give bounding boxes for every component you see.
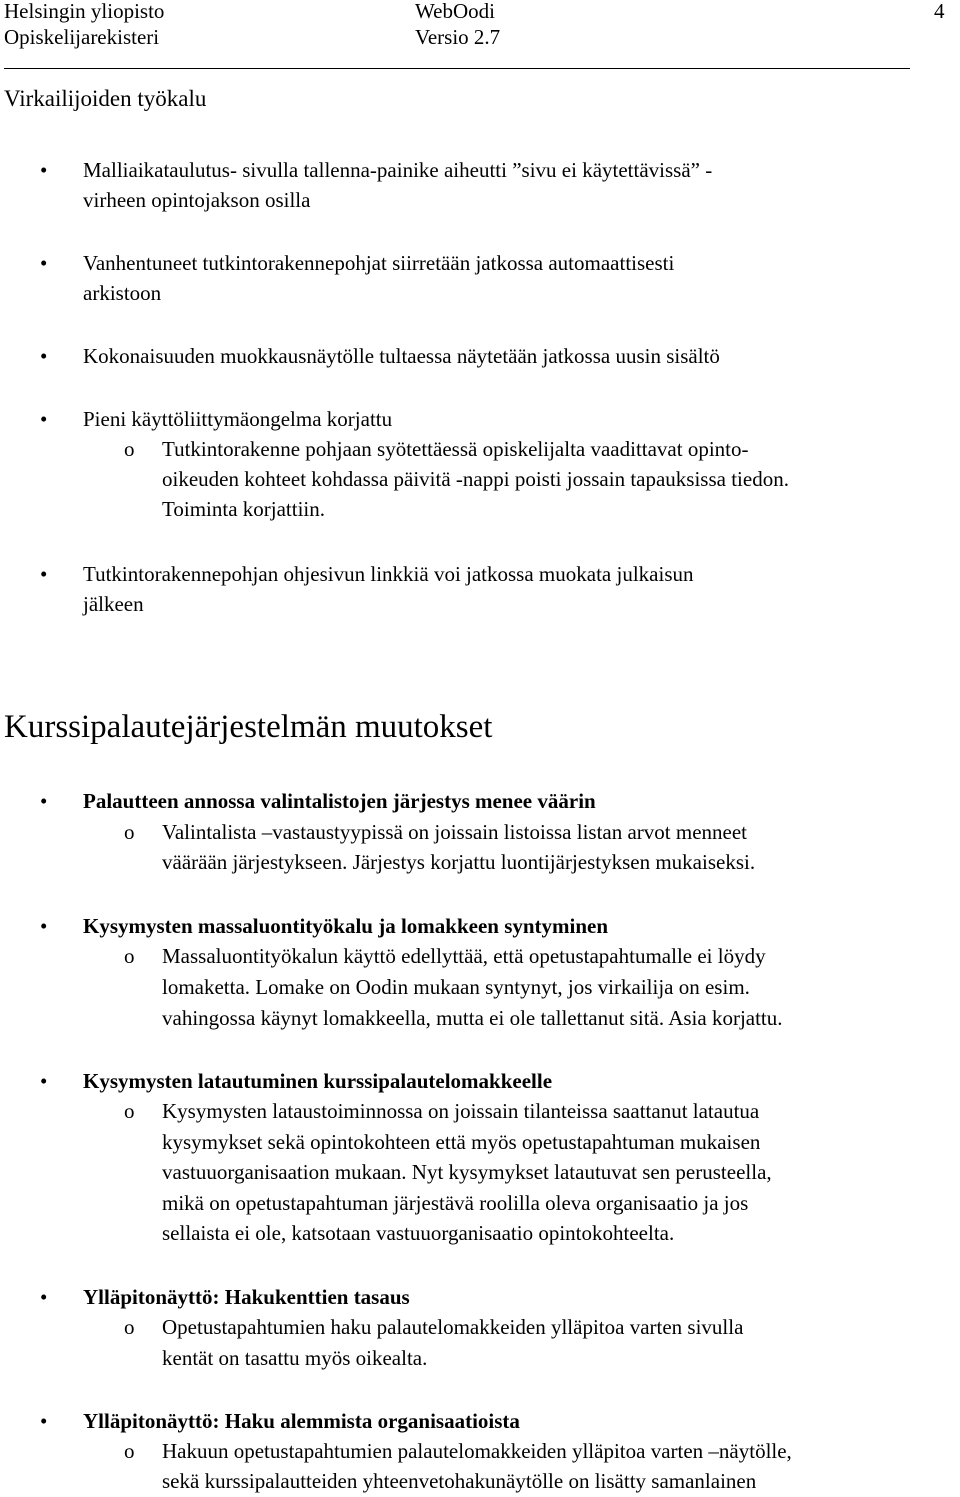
list-item-line: Pieni käyttöliittymäongelma korjattu xyxy=(83,407,393,431)
header-university: Helsingin yliopisto xyxy=(4,0,165,23)
bullet-icon: • xyxy=(40,1409,48,1433)
sub-bullet-icon: o xyxy=(124,1099,135,1123)
bullet-icon: • xyxy=(40,914,48,938)
sub-item-line: vastuuorganisaation mukaan. Nyt kysymykset latautuvat sen perusteella, xyxy=(162,1160,772,1184)
sub-item-line: lomaketta. Lomake on Oodin mukaan syntynyt, jos virkailija on esim. xyxy=(162,975,750,999)
sub-bullet-icon: o xyxy=(124,944,135,968)
sub-item-line: mikä on opetustapahtuman järjestävä roolilla oleva organisaatio ja jos xyxy=(162,1191,749,1215)
bullet-icon: • xyxy=(40,789,48,813)
sub-item-line: kysymykset sekä opintokohteen että myös opetustapahtuman mukaisen xyxy=(162,1130,761,1154)
list-item-line: virheen opintojakson osilla xyxy=(83,188,311,212)
bullet-icon: • xyxy=(40,158,48,182)
header-page-number: 4 xyxy=(934,0,945,23)
section-title-virkailijoiden: Virkailijoiden työkalu xyxy=(4,86,207,111)
header-register: Opiskelijarekisteri xyxy=(4,25,160,49)
list-item-title: Ylläpitonäyttö: Hakukenttien tasaus xyxy=(83,1285,410,1309)
sub-bullet-icon: o xyxy=(124,1315,135,1339)
list-item-title: Ylläpitonäyttö: Haku alemmista organisaatioista xyxy=(83,1409,520,1433)
sub-item-line: Valintalista –vastaustyypissä on joissain listoissa listan arvot menneet xyxy=(162,820,748,844)
bullet-icon: • xyxy=(40,251,48,275)
sub-item-line: Tutkintorakenne pohjaan syötettäessä opiskelijalta vaadittavat opinto- xyxy=(162,437,749,461)
list-item-line: arkistoon xyxy=(83,281,162,305)
list-item-line: Vanhentuneet tutkintorakennepohjat siirretään jatkossa automaattisesti xyxy=(83,251,675,275)
header-version: Versio 2.7 xyxy=(415,25,501,49)
list-item-title: Kysymysten massaluontityökalu ja lomakkeen syntyminen xyxy=(83,914,609,938)
sub-item-line: oikeuden kohteet kohdassa päivitä -nappi poisti jossain tapauksissa tiedon. xyxy=(162,467,789,491)
sub-item-line: kentät on tasattu myös oikealta. xyxy=(162,1346,428,1370)
sub-item-line: väärään järjestykseen. Järjestys korjattu luontijärjestyksen mukaiseksi. xyxy=(162,850,756,874)
bullet-icon: • xyxy=(40,344,48,368)
bullet-icon: • xyxy=(40,1069,48,1093)
sub-item-line: Massaluontityökalun käyttö edellyttää, että opetustapahtumalle ei löydy xyxy=(162,944,766,968)
header-system: WebOodi xyxy=(415,0,495,23)
bullet-icon: • xyxy=(40,1285,48,1309)
sub-item-line: Hakuun opetustapahtumien palautelomakkeiden ylläpitoa varten –näytölle, xyxy=(162,1439,792,1463)
sub-item-line: sekä kurssipalautteiden yhteenvetohakunäytölle on lisätty samanlainen xyxy=(162,1469,757,1493)
bullet-icon: • xyxy=(40,562,48,586)
section-title-kurssipalaute: Kurssipalautejärjestelmän muutokset xyxy=(4,709,493,745)
list-item-line: jälkeen xyxy=(83,592,144,616)
sub-item-line: Kysymysten lataustoiminnossa on joissain tilanteissa saattanut latautua xyxy=(162,1099,760,1123)
list-item-title: Palautteen annossa valintalistojen järjestys menee väärin xyxy=(83,789,596,813)
sub-item-line: sellaista ei ole, katsotaan vastuuorganisaatio opintokohteelta. xyxy=(162,1221,675,1245)
sub-bullet-icon: o xyxy=(124,1439,135,1463)
sub-bullet-icon: o xyxy=(124,820,135,844)
sub-item-line: Opetustapahtumien haku palautelomakkeiden ylläpitoa varten sivulla xyxy=(162,1315,744,1339)
list-item-line: Kokonaisuuden muokkausnäytölle tultaessa näytetään jatkossa uusin sisältö xyxy=(83,344,720,368)
bullet-icon: • xyxy=(40,407,48,431)
list-item-line: Malliaikataulutus- sivulla tallenna-painike aiheutti ”sivu ei käytettävissä” - xyxy=(83,158,713,182)
sub-item-line: vahingossa käynyt lomakkeella, mutta ei ole tallettanut sitä. Asia korjattu. xyxy=(162,1006,783,1030)
list-item-title: Kysymysten latautuminen kurssipalautelomakkeelle xyxy=(83,1069,553,1093)
sub-item-line: Toiminta korjattiin. xyxy=(162,497,326,521)
sub-bullet-icon: o xyxy=(124,437,135,461)
header-rule xyxy=(4,68,910,69)
list-item-line: Tutkintorakennepohjan ohjesivun linkkiä voi jatkossa muokata julkaisun xyxy=(83,562,694,586)
